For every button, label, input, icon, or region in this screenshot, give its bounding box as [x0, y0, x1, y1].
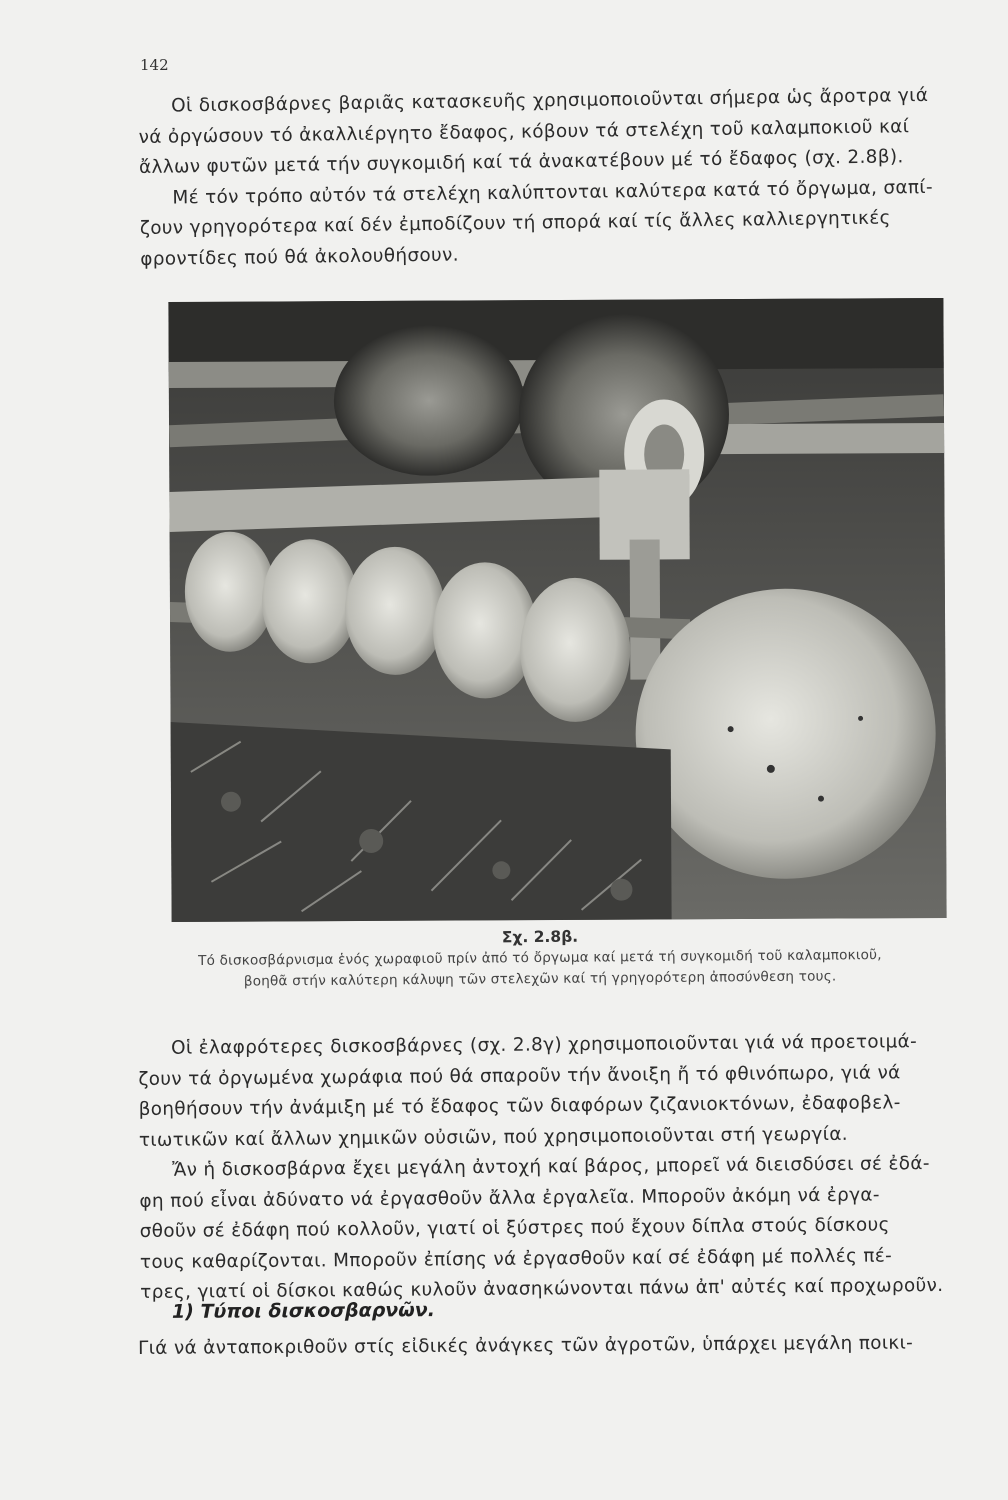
figure-caption [110, 944, 970, 994]
page-number: 142 [140, 56, 169, 74]
text-line: τιωτικῶν καί ἄλλων χημικῶν οὐσιῶν, πού χρησιμοποιοῦνται στή γεωργία. [138, 1123, 849, 1151]
text-line: Οἱ ἐλαφρότερες δισκοσβάρνες (σχ. 2.8γ) χρησιμοποιοῦνται γιά νά προετοιμά- [171, 1031, 918, 1059]
paragraph-types [138, 1328, 968, 1364]
text-line: Οἱ δισκοσβάρνες βαριᾶς κατασκευῆς χρησιμοποιοῦνται σήμερα ὡς ἄροτρα γιά [171, 84, 929, 117]
text-line: τους καθαρίζονται. Μποροῦν ἐπίσης νά ἐργασθοῦν καί σέ ἐδάφη μέ πολλές πέ- [139, 1244, 893, 1273]
text-line: φη πού εἶναι ἀδύνατο νά ἐργασθοῦν ἄλλα ἐργαλεῖα. Μποροῦν ἀκόμη νά ἐργα- [139, 1184, 880, 1212]
text-line: Ἄν ἡ δισκοσβάρνα ἔχει μεγάλη ἀντοχή καί βάρος, μπορεῖ νά διεισδύσει σέ ἐδά- [172, 1153, 930, 1181]
caption-line: βοηθᾶ στήν καλύτερη κάλυψη τῶν στελεχῶν καί τή γρηγορότερη ἀποσύνθεση τους. [243, 968, 837, 990]
text-line: ἄλλων φυτῶν μετά τήν συγκομιδή καί τά ἀνακατέβουν μέ τό ἔδαφος (σχ. 2.8β). [138, 146, 904, 178]
paragraph-heavy-disc-harrows [138, 80, 970, 275]
text-line: φροντίδες πού θά ἀκολουθήσουν. [140, 244, 460, 270]
section-heading: 1) Τύποι δισκοσβαρνῶν. [171, 1299, 435, 1323]
text-line: ζουν τά ὀργωμένα χωράφια πού θά σπαροῦν τήν ἄνοιξη ἤ τό φθινόπωρο, γιά νά [138, 1061, 901, 1090]
text-line: σθοῦν σέ ἐδάφη πού κολλοῦν, γιατί οἱ ξύστρες πού ἔχουν δίπλα στούς δίσκους [139, 1214, 890, 1242]
text-line: Μέ τόν τρόπο αὐτόν τά στελέχη καλύπτονται καλύτερα κατά τό ὄργωμα, σαπί- [172, 176, 934, 209]
disc-harrow-photo [168, 298, 946, 922]
figure-label: Σχ. 2.8β. [501, 927, 579, 947]
text-line: Γιά νά ἀνταποκριθοῦν στίς εἰδικές ἀνάγκες τῶν ἀγροτῶν, ὑπάρχει μεγάλη ποικι- [138, 1332, 914, 1359]
text-line: τρες, γιατί οἱ δίσκοι καθώς κυλοῦν ἀνασηκώνονται πάνω ἀπ' αὐτές καί προχωροῦν. [140, 1274, 944, 1303]
text-line: βοηθήσουν τήν ἀνάμιξη μέ τό ἔδαφος τῶν διαφόρων ζιζανιοκτόνων, ἐδαφοβελ- [138, 1092, 901, 1120]
caption-line: Τό δισκοσβάρνισμα ἑνός χωραφιοῦ πρίν ἀπό τό ὄργωμα καί μετά τή συγκομιδή τοῦ καλαμποκιοῦ, [198, 947, 882, 969]
text-line: νά ὀργώσουν τό ἀκαλλιέργητο ἔδαφος, κόβουν τά στελέχη τοῦ καλαμποκιοῦ καί [138, 115, 910, 148]
text-line: ζουν γρηγορότερα καί δέν ἐμποδίζουν τή σπορά καί τίς ἄλλες καλλιεργητικές [139, 207, 891, 239]
paragraph-light-disc-harrows [138, 1027, 970, 1309]
